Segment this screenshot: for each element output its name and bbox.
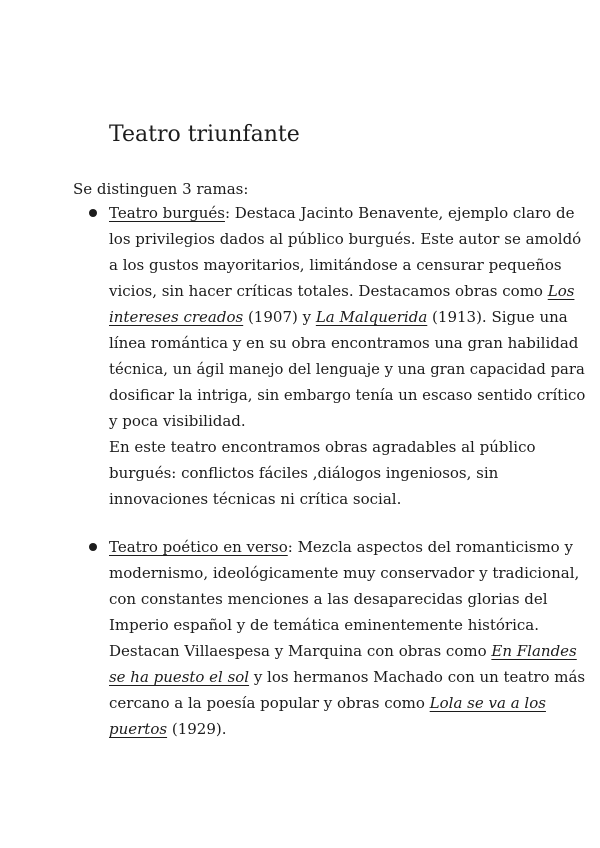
work-title-en-flandes-cont: se ha puesto el sol xyxy=(109,668,250,686)
intro-text: Se distinguen 3 ramas: xyxy=(73,180,249,198)
section-heading-poetico: Teatro poético en verso xyxy=(109,538,288,556)
text-line: innovaciones técnicas ni crítica social. xyxy=(109,490,402,508)
text-line: Teatro burgués: Destaca Jacinto Benavente, ejemplo claro de xyxy=(109,204,575,222)
text-line: Destacan Villaespesa y Marquina con obras como En Flandes xyxy=(109,642,577,660)
work-title-los-intereses-creados-cont: intereses creados xyxy=(109,308,244,326)
text-line: a los gustos mayoritarios, limitándose a censurar pequeños xyxy=(109,256,562,274)
work-title-los-intereses-creados: Los xyxy=(547,282,575,300)
work-title-la-malquerida: La Malquerida xyxy=(315,308,428,326)
text-line: En este teatro encontramos obras agradables al público xyxy=(109,438,536,456)
text-line: y poca visibilidad. xyxy=(109,412,246,430)
bullet-icon xyxy=(89,543,97,551)
page-title: Teatro triunfante xyxy=(109,122,300,147)
text-line: Teatro poético en verso: Mezcla aspectos del romanticismo y xyxy=(109,538,573,556)
text-line: puertos (1929). xyxy=(109,720,227,738)
text-line: intereses creados (1907) y La Malquerida (1913). Sigue una xyxy=(109,308,568,326)
text-line: modernismo, ideológicamente muy conservador y tradicional, xyxy=(109,564,580,582)
text-line: vicios, sin hacer críticas totales. Destacamos obras como Los xyxy=(109,282,575,300)
text-line: técnica, un ágil manejo del lenguaje y una gran capacidad para xyxy=(109,360,585,378)
work-title-lola-se-va-cont: puertos xyxy=(109,720,168,738)
section-heading-burgues: Teatro burgués xyxy=(109,204,225,222)
text-line: se ha puesto el sol y los hermanos Machado con un teatro más xyxy=(109,668,586,686)
text-line: línea romántica y en su obra encontramos una gran habilidad xyxy=(109,334,579,352)
text-line: con constantes menciones a las desaparecidas glorias del xyxy=(109,590,548,608)
work-title-en-flandes: En Flandes xyxy=(491,642,577,660)
text-line: Imperio español y de temática eminentemente histórica. xyxy=(109,616,539,634)
text-line: los privilegios dados al público burgués. Este autor se amoldó xyxy=(109,230,582,248)
bullet-icon xyxy=(89,209,97,217)
text-line: burgués: conflictos fáciles ,diálogos ingeniosos, sin xyxy=(109,464,499,482)
text-line: dosificar la intriga, sin embargo tenía un escaso sentido crítico xyxy=(109,386,586,404)
text-line: cercano a la poesía popular y obras como Lola se va a los xyxy=(109,694,546,712)
work-title-lola-se-va: Lola se va a los xyxy=(429,694,546,712)
